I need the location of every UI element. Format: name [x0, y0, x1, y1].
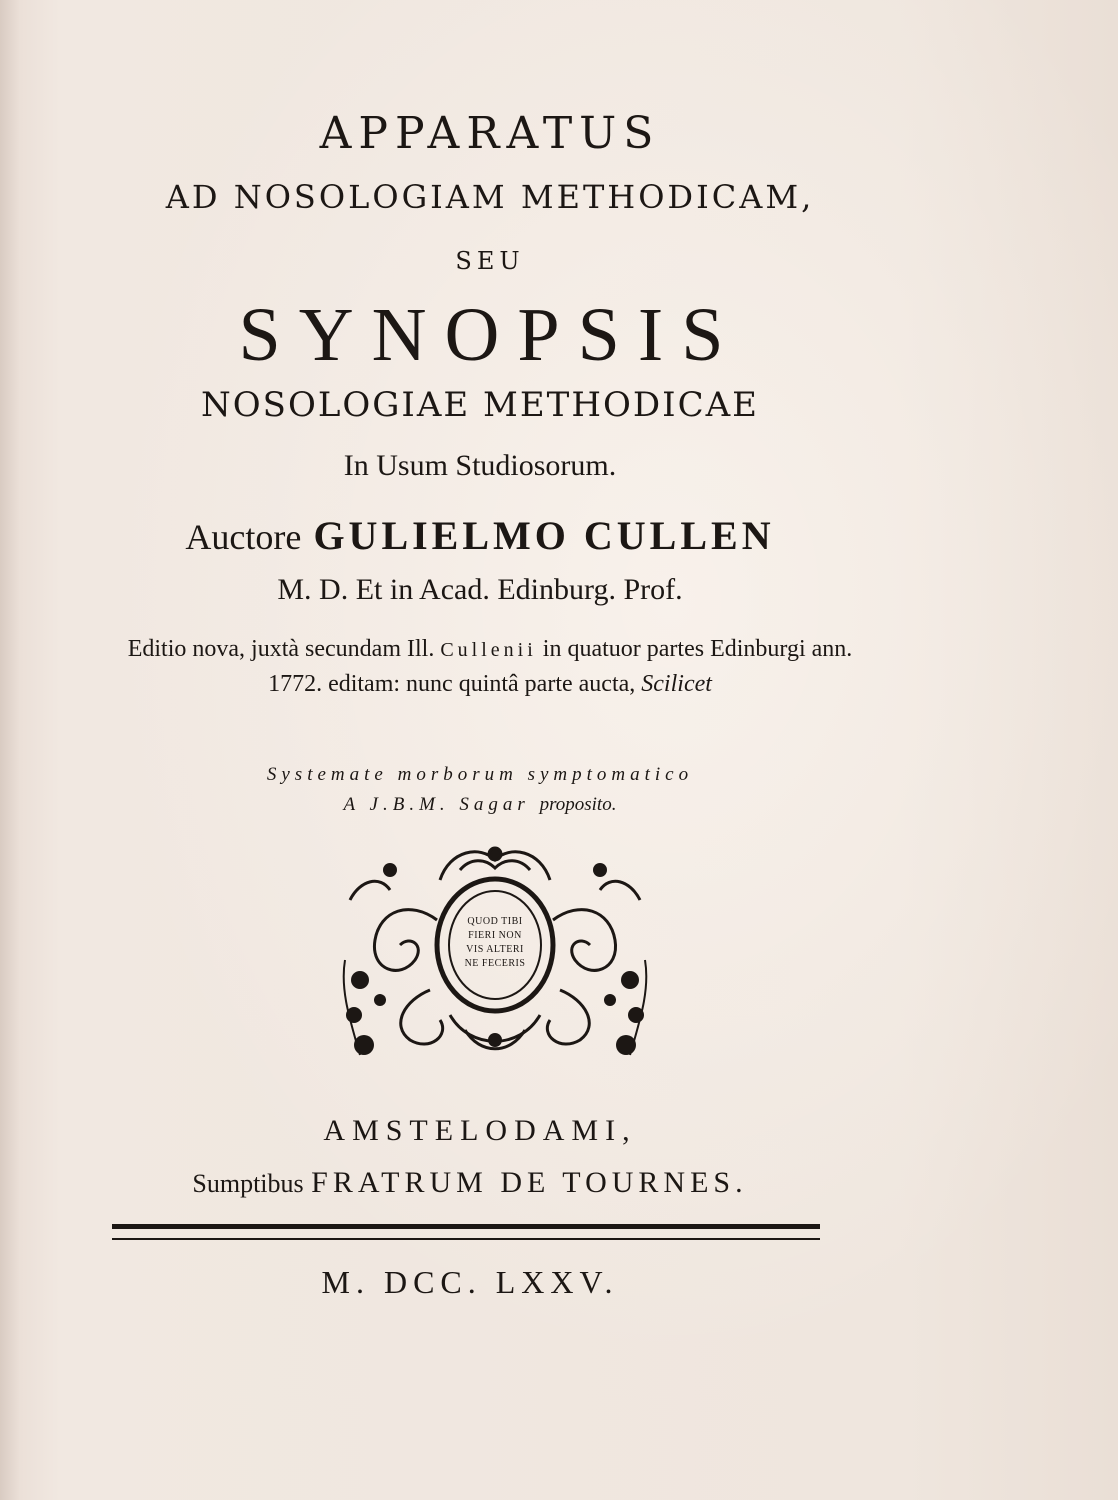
- motto-line-1: QUOD TIBI: [467, 916, 523, 927]
- edition-cullenii: Cullenii: [440, 639, 537, 661]
- title-seu: SEU: [455, 247, 525, 275]
- edition-scilicet: Scilicet: [641, 671, 712, 697]
- systemate-statement: [160, 760, 800, 820]
- motto-line-2: FIERI NON: [468, 930, 522, 941]
- motto-line-4: NE FECERIS: [464, 958, 526, 969]
- title-nosologiae: NOSOLOGIAE METHODICAE: [201, 385, 759, 425]
- in-usum-line: In Usum Studiosorum.: [343, 449, 617, 482]
- title-ad-nosologiam: AD NOSOLOGIAM METHODICAM,: [165, 178, 815, 216]
- rule-thin: [112, 1238, 820, 1240]
- rule-thick: [112, 1224, 820, 1229]
- systemate-line2-wrap: [160, 790, 800, 820]
- author-line: [80, 512, 880, 559]
- author-label: Auctore: [185, 517, 302, 557]
- motto-line-3: VIS ALTERI: [466, 944, 524, 955]
- imprint-publisher-line: [120, 1166, 820, 1200]
- author-credentials: M. D. Et in Acad. Edinburg. Prof.: [277, 573, 683, 606]
- imprint-publisher: FRATRUM DE TOURNES.: [311, 1166, 748, 1199]
- systemate-proposito: proposito.: [539, 794, 617, 815]
- systemate-line1: Systemate morborum symptomatico: [266, 764, 694, 785]
- edition-statement: [120, 632, 860, 701]
- imprint-city: AMSTELODAMI,: [323, 1114, 637, 1147]
- systemate-line2: A J.B.M. Sagar: [343, 794, 530, 815]
- title-apparatus: APPARATUS: [319, 108, 661, 159]
- imprint-sumptibus: Sumptibus: [192, 1169, 304, 1198]
- edition-part1: Editio nova, juxtà secundam Ill.: [127, 636, 435, 662]
- imprint-year: M. DCC. LXXV.: [321, 1264, 619, 1300]
- title-synopsis: SYNOPSIS: [238, 293, 742, 377]
- edition-part2: in quatuor partes Edinburgi ann. 1772. editam: nunc quintâ parte aucta,: [268, 636, 853, 697]
- author-name: GULIELMO CULLEN: [313, 513, 775, 558]
- printers-ornament: [330, 840, 660, 1070]
